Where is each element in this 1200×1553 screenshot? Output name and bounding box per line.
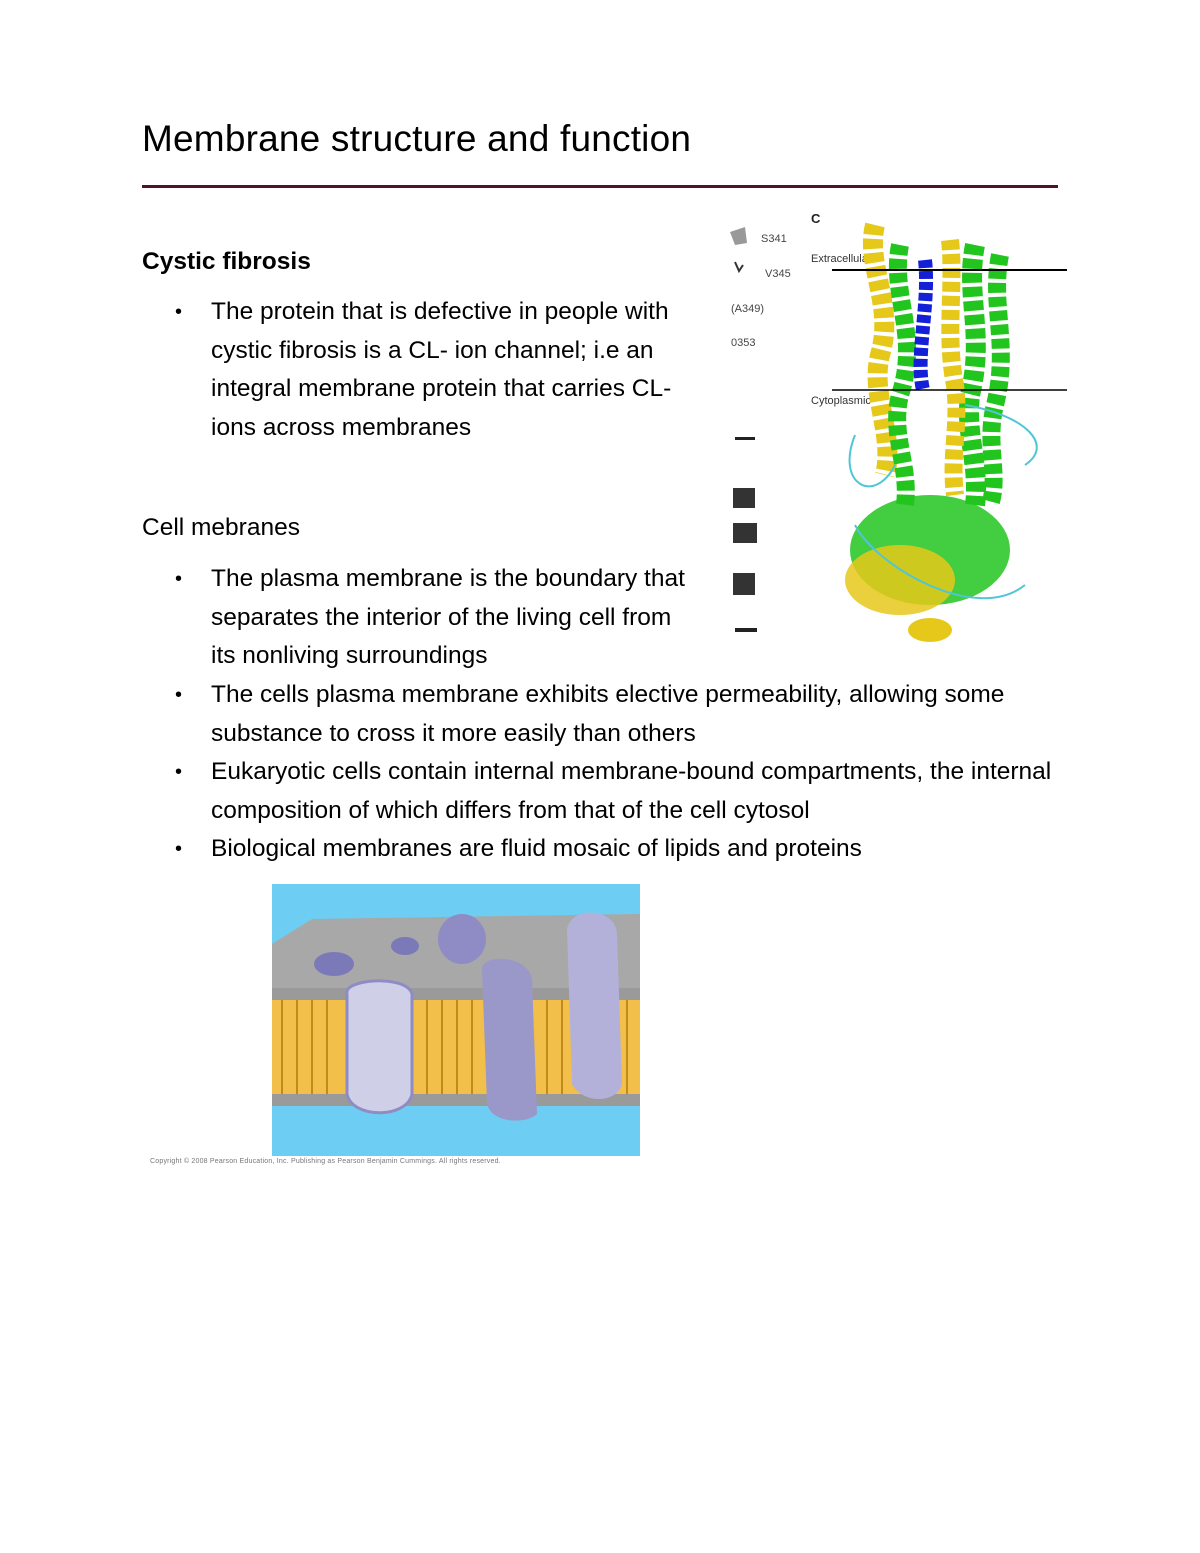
- list-item: • The protein that is defective in people with cystic fibrosis is a CL- ion channel; i.e an integral membrane protein that carries CL- ions across membranes: [142, 293, 722, 447]
- section-heading-cystic-fibrosis: Cystic fibrosis: [142, 248, 311, 275]
- list-item: • Eukaryotic cells contain internal membrane-bound compartments, the internal composition of which differs from that of the cell cytosol: [142, 753, 1072, 830]
- cell-membranes-list-b: [142, 676, 1072, 869]
- cell-membranes-list-a: [142, 560, 702, 676]
- cytoplasmic-label: Cytoplasmic: [811, 395, 871, 407]
- cftr-protein-structure-figure: [725, 205, 1075, 655]
- residue-label-2: V345: [765, 268, 791, 280]
- list-item: • Biological membranes are fluid mosaic of lipids and proteins: [142, 830, 1072, 869]
- panel-label: C: [811, 211, 821, 226]
- residue-label-4: 0353: [731, 337, 756, 349]
- title-divider: [142, 185, 1058, 188]
- list-item: • The cells plasma membrane exhibits elective permeability, allowing some substance to cross it more easily than others: [142, 676, 1072, 753]
- section-heading-cell-membranes: Cell mebranes: [142, 514, 300, 541]
- list-item: • The plasma membrane is the boundary that separates the interior of the living cell from its nonliving surroundings: [142, 560, 702, 676]
- cropped-panel-fragments: [730, 227, 757, 632]
- figure-copyright: Copyright © 2008 Pearson Education, Inc. Publishing as Pearson Benjamin Cummings. All rights reserved.: [150, 1158, 501, 1165]
- residue-label-1: S341: [761, 233, 787, 245]
- residue-label-3: (A349): [731, 303, 765, 315]
- fluid-mosaic-membrane-figure: [272, 884, 640, 1156]
- extracellular-label: Extracellular: [811, 253, 872, 265]
- protein-ribbon: [845, 225, 1037, 642]
- page-title: Membrane structure and function: [142, 118, 692, 159]
- cystic-fibrosis-list: [142, 293, 722, 447]
